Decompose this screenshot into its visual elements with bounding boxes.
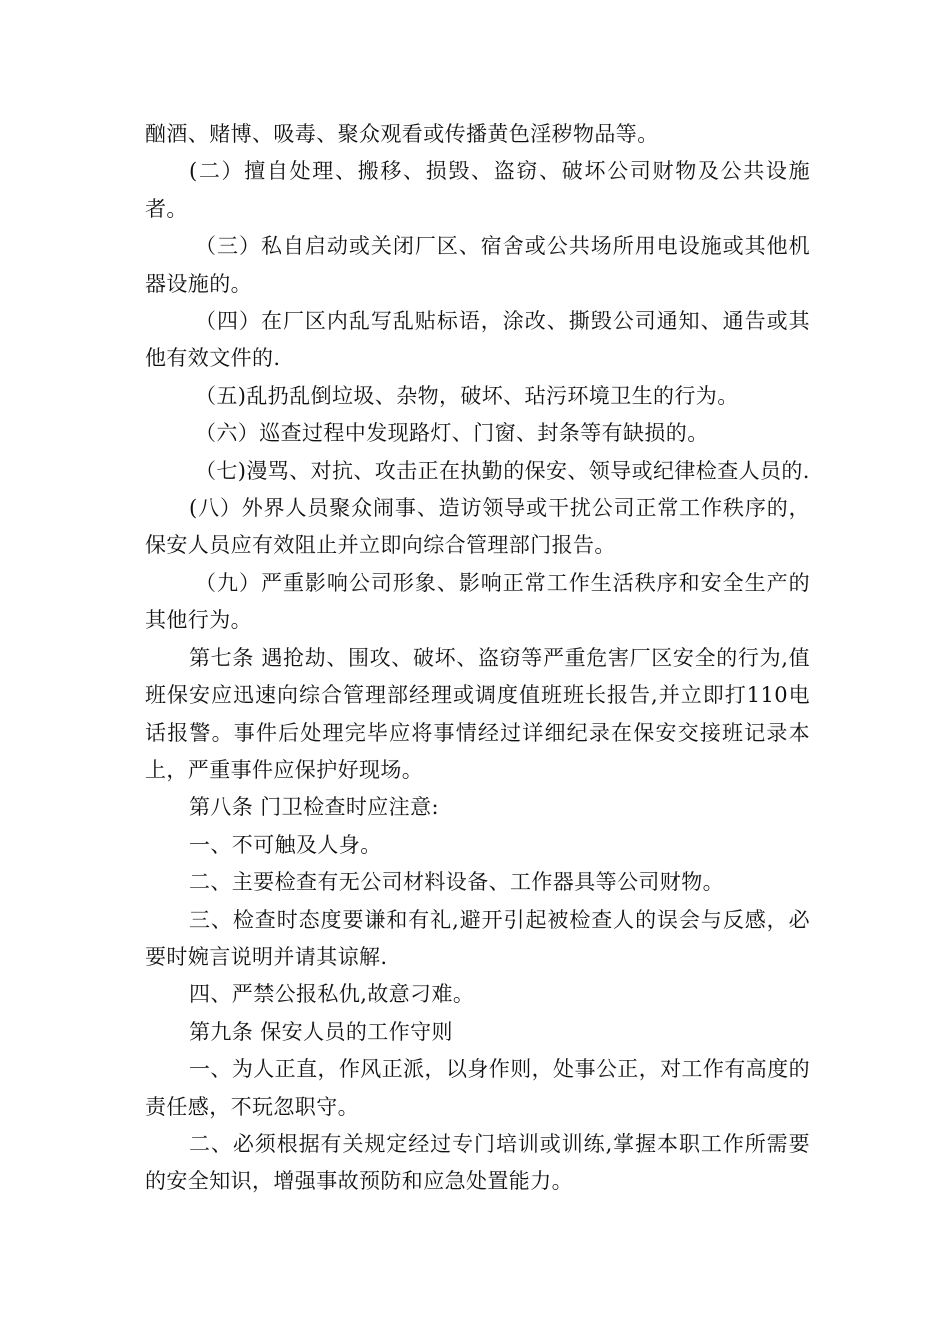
paragraph-article-8-item-3: 三、检查时态度要谦和有礼,避开引起被检查人的误会与反感，必要时婉言说明并请其谅解. bbox=[145, 907, 810, 969]
paragraph-article-9: 第九条 保安人员的工作守则 bbox=[189, 1019, 453, 1044]
paragraph-article-8-item-2: 二、主要检查有无公司材料设备、工作器具等公司财物。 bbox=[189, 870, 724, 895]
paragraph-item-6: （六）巡查过程中发现路灯、门窗、封条等有缺损的。 bbox=[195, 421, 709, 446]
paragraph-article-7: 第七条 遇抢劫、围攻、破坏、盗窃等严重危害厂区安全的行为,值班保安应迅速向综合管理部经理或调度值班班长报告,并立即打110电话报警。事件后处理完毕应将事情经过详细纪录在保安交接班记录本上，严重事件应保护好现场。 bbox=[145, 645, 810, 782]
paragraph-article-8-item-1: 一、不可触及人身。 bbox=[189, 832, 382, 857]
paragraph-continuation: 酗酒、赌博、吸毒、聚众观看或传播黄色淫秽物品等。 bbox=[145, 122, 659, 146]
paragraph-item-9: （九）严重影响公司形象、影响正常工作生活秩序和安全生产的其他行为。 bbox=[145, 570, 810, 633]
paragraph-article-9-item-2: 二、必须根据有关规定经过专门培训或训练,掌握本职工作所需要的安全知识，增强事故预防和应急处置能力。 bbox=[145, 1131, 810, 1194]
paragraph-item-7: （七)漫骂、对抗、攻击正在执勤的保安、领导或纪律检查人员的. bbox=[195, 458, 810, 483]
paragraph-article-9-item-1: 一、为人正直，作风正派，以身作则，处事公正，对工作有高度的责任感，不玩忽职守。 bbox=[145, 1057, 810, 1119]
paragraph-item-8: (八）外界人员聚众闹事、造访领导或干扰公司正常工作秩序的，保安人员应有效阻止并立即向综合管理部门报告。 bbox=[145, 496, 810, 558]
paragraph-article-8: 第八条 门卫检查时应注意: bbox=[189, 795, 439, 820]
paragraph-item-3: （三）私自启动或关闭厂区、宿舍或公共场所用电设施或其他机器设施的。 bbox=[145, 234, 810, 296]
paragraph-item-2: (二）擅自处理、搬移、损毁、盗窃、破坏公司财物及公共设施者。 bbox=[145, 159, 810, 221]
document-body bbox=[145, 116, 810, 1201]
paragraph-item-5: （五)乱扔乱倒垃圾、杂物，破坏、玷污环境卫生的行为。 bbox=[195, 383, 739, 408]
paragraph-article-8-item-4: 四、严禁公报私仇,故意刁难。 bbox=[189, 982, 475, 1007]
paragraph-item-4: （四）在厂区内乱写乱贴标语，涂改、撕毁公司通知、通告或其他有效文件的. bbox=[145, 309, 810, 371]
